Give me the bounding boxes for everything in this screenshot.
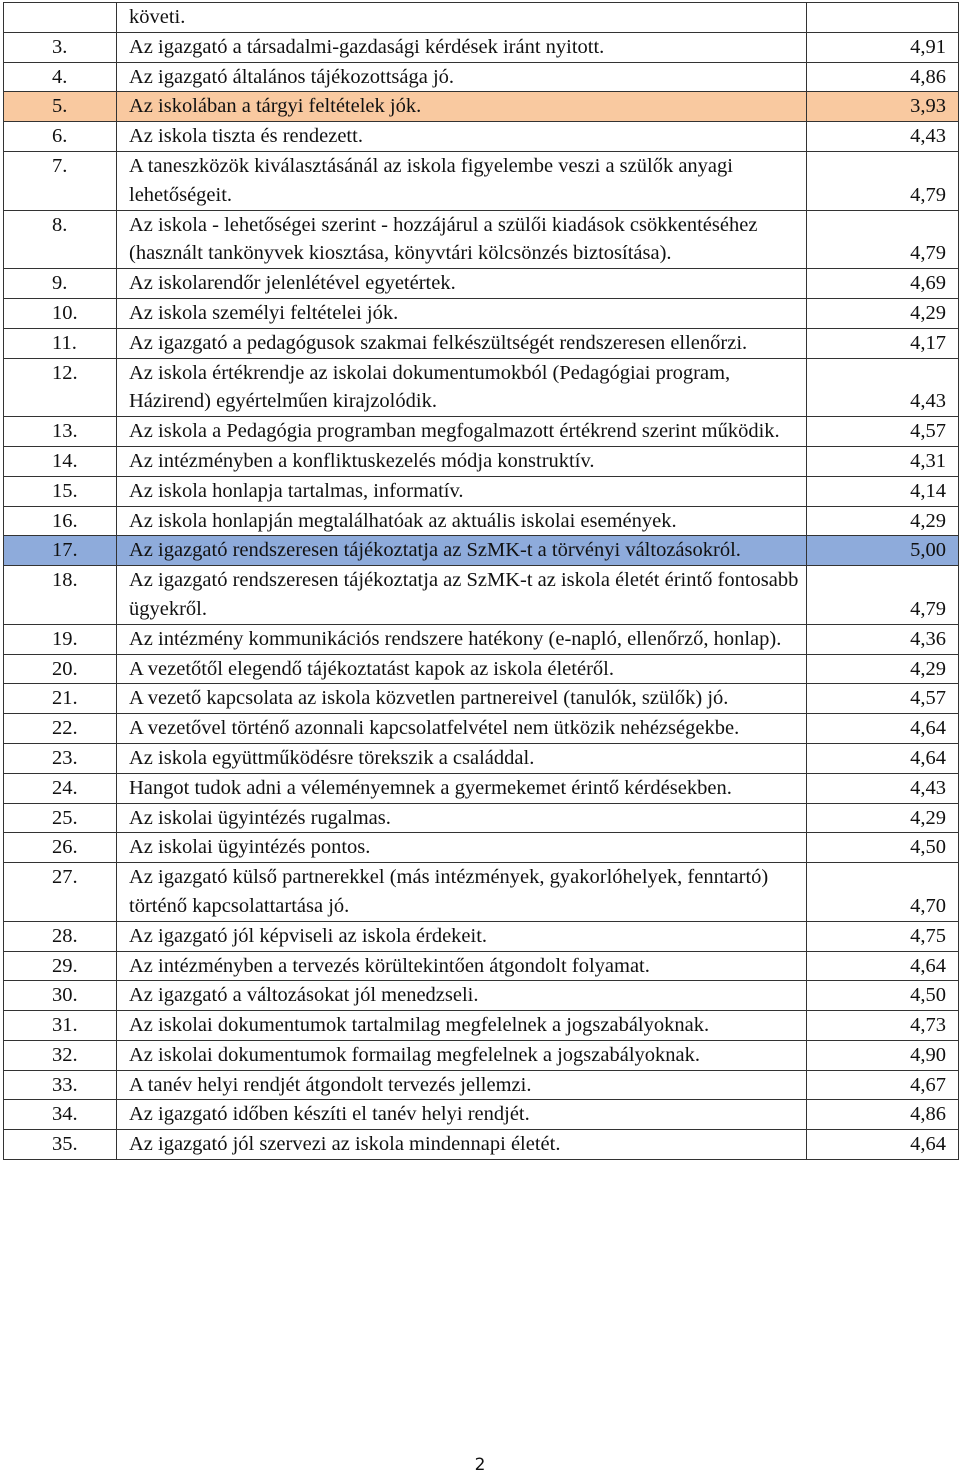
row-number: 19. <box>4 624 117 654</box>
table-row <box>4 566 959 625</box>
average-score: 5,00 <box>807 536 959 566</box>
average-score: 4,64 <box>807 951 959 981</box>
table-row <box>4 743 959 773</box>
table-row <box>4 3 959 33</box>
row-number: 17. <box>4 536 117 566</box>
statement-text: Az iskola honlapján megtalálhatóak az aktuális iskolai események. <box>117 506 807 536</box>
statement-text: Az iskolában a tárgyi feltételek jók. <box>117 92 807 122</box>
table-row <box>4 1040 959 1070</box>
table-row <box>4 833 959 863</box>
average-score: 4,14 <box>807 476 959 506</box>
statement-text: A vezető kapcsolata az iskola közvetlen partnereivel (tanulók, szülők) jó. <box>117 684 807 714</box>
average-score: 4,57 <box>807 417 959 447</box>
average-score: 4,79 <box>807 151 959 210</box>
table-row <box>4 951 959 981</box>
average-score: 4,69 <box>807 269 959 299</box>
average-score: 4,29 <box>807 506 959 536</box>
average-score: 4,57 <box>807 684 959 714</box>
average-score: 4,50 <box>807 833 959 863</box>
average-score: 4,17 <box>807 328 959 358</box>
statement-text: követi. <box>117 3 807 33</box>
row-number: 8. <box>4 210 117 269</box>
table-row <box>4 476 959 506</box>
statement-text: Az iskola - lehetőségei szerint - hozzájárul a szülői kiadások csökkentéséhez (használt tankönyvek kiosztása, könyvtári kölcsönzés biztosítása). <box>117 210 807 269</box>
statement-text: Az iskolarendőr jelenlétével egyetértek. <box>117 269 807 299</box>
table-body <box>4 3 959 1160</box>
table-row <box>4 1100 959 1130</box>
row-number: 21. <box>4 684 117 714</box>
row-number: 27. <box>4 863 117 922</box>
row-number: 18. <box>4 566 117 625</box>
average-score: 4,50 <box>807 981 959 1011</box>
table-row <box>4 210 959 269</box>
statement-text: Az intézményben a tervezés körültekintően átgondolt folyamat. <box>117 951 807 981</box>
average-score: 4,64 <box>807 743 959 773</box>
statement-text: Az igazgató külső partnerekkel (más intézmények, gyakorlóhelyek, fenntartó) történő kapcsolattartása jó. <box>117 863 807 922</box>
row-number: 10. <box>4 298 117 328</box>
statement-text: Az igazgató jól képviseli az iskola érdekeit. <box>117 921 807 951</box>
average-score: 4,29 <box>807 803 959 833</box>
statement-text: A taneszközök kiválasztásánál az iskola figyelembe veszi a szülők anyagi lehetőségeit. <box>117 151 807 210</box>
row-number: 22. <box>4 714 117 744</box>
table-row <box>4 714 959 744</box>
statement-text: Az igazgató időben készíti el tanév helyi rendjét. <box>117 1100 807 1130</box>
row-number: 25. <box>4 803 117 833</box>
statement-text: Az iskolai ügyintézés pontos. <box>117 833 807 863</box>
table-row <box>4 654 959 684</box>
statement-text: Az igazgató a változásokat jól menedzseli. <box>117 981 807 1011</box>
table-row <box>4 921 959 951</box>
row-number: 5. <box>4 92 117 122</box>
table-row <box>4 92 959 122</box>
average-score: 4,70 <box>807 863 959 922</box>
row-number: 31. <box>4 1011 117 1041</box>
table-row <box>4 446 959 476</box>
row-number: 4. <box>4 62 117 92</box>
survey-results-table <box>3 2 959 1160</box>
statement-text: Az iskola értékrendje az iskolai dokumentumokból (Pedagógiai program, Házirend) egyértelműen kirajzolódik. <box>117 358 807 417</box>
table-row <box>4 151 959 210</box>
statement-text: Az igazgató általános tájékozottsága jó. <box>117 62 807 92</box>
row-number: 6. <box>4 122 117 152</box>
average-score: 4,31 <box>807 446 959 476</box>
statement-text: Az igazgató a pedagógusok szakmai felkészültségét rendszeresen ellenőrzi. <box>117 328 807 358</box>
table-row <box>4 624 959 654</box>
statement-text: Az iskola a Pedagógia programban megfogalmazott értékrend szerint működik. <box>117 417 807 447</box>
row-number: 29. <box>4 951 117 981</box>
table-row <box>4 1130 959 1160</box>
table-row <box>4 32 959 62</box>
statement-text: A vezetővel történő azonnali kapcsolatfelvétel nem ütközik nehézségekbe. <box>117 714 807 744</box>
statement-text: Az igazgató rendszeresen tájékoztatja az SzMK-t a törvényi változásokról. <box>117 536 807 566</box>
average-score: 3,93 <box>807 92 959 122</box>
row-number: 34. <box>4 1100 117 1130</box>
average-score: 4,67 <box>807 1070 959 1100</box>
row-number: 23. <box>4 743 117 773</box>
statement-text: Az iskolai ügyintézés rugalmas. <box>117 803 807 833</box>
average-score: 4,79 <box>807 210 959 269</box>
row-number: 7. <box>4 151 117 210</box>
table-row <box>4 506 959 536</box>
table-row <box>4 1011 959 1041</box>
average-score: 4,79 <box>807 566 959 625</box>
average-score: 4,36 <box>807 624 959 654</box>
table-row <box>4 122 959 152</box>
statement-text: A vezetőtől elegendő tájékoztatást kapok az iskola életéről. <box>117 654 807 684</box>
statement-text: Az iskola személyi feltételei jók. <box>117 298 807 328</box>
average-score: 4,86 <box>807 62 959 92</box>
row-number: 16. <box>4 506 117 536</box>
table-row <box>4 298 959 328</box>
statement-text: Hangot tudok adni a véleményemnek a gyermekemet érintő kérdésekben. <box>117 773 807 803</box>
row-number: 15. <box>4 476 117 506</box>
table-row <box>4 981 959 1011</box>
statement-text: Az iskolai dokumentumok formailag megfelelnek a jogszabályoknak. <box>117 1040 807 1070</box>
row-number: 12. <box>4 358 117 417</box>
table-row <box>4 684 959 714</box>
average-score: 4,86 <box>807 1100 959 1130</box>
table-row <box>4 269 959 299</box>
table-row <box>4 536 959 566</box>
statement-text: Az igazgató a társadalmi-gazdasági kérdések iránt nyitott. <box>117 32 807 62</box>
statement-text: Az iskola tiszta és rendezett. <box>117 122 807 152</box>
row-number: 11. <box>4 328 117 358</box>
row-number: 30. <box>4 981 117 1011</box>
row-number: 32. <box>4 1040 117 1070</box>
row-number: 26. <box>4 833 117 863</box>
statement-text: A tanév helyi rendjét átgondolt tervezés jellemzi. <box>117 1070 807 1100</box>
row-number: 35. <box>4 1130 117 1160</box>
average-score: 4,91 <box>807 32 959 62</box>
average-score: 4,64 <box>807 714 959 744</box>
table-row <box>4 863 959 922</box>
statement-text: Az igazgató jól szervezi az iskola mindennapi életét. <box>117 1130 807 1160</box>
table-row <box>4 417 959 447</box>
row-number: 13. <box>4 417 117 447</box>
average-score: 4,29 <box>807 298 959 328</box>
table-row <box>4 62 959 92</box>
average-score: 4,43 <box>807 122 959 152</box>
average-score: 4,43 <box>807 773 959 803</box>
row-number: 3. <box>4 32 117 62</box>
statement-text: Az intézményben a konfliktuskezelés módja konstruktív. <box>117 446 807 476</box>
statement-text: Az intézmény kommunikációs rendszere hatékony (e-napló, ellenőrző, honlap). <box>117 624 807 654</box>
statement-text: Az igazgató rendszeresen tájékoztatja az SzMK-t az iskola életét érintő fontosabb ügyekről. <box>117 566 807 625</box>
statement-text: Az iskolai dokumentumok tartalmilag megfelelnek a jogszabályoknak. <box>117 1011 807 1041</box>
table-row <box>4 1070 959 1100</box>
row-number: 14. <box>4 446 117 476</box>
row-number: 24. <box>4 773 117 803</box>
table-row <box>4 328 959 358</box>
average-score: 4,64 <box>807 1130 959 1160</box>
statement-text: Az iskola honlapja tartalmas, informatív. <box>117 476 807 506</box>
row-number: 28. <box>4 921 117 951</box>
statement-text: Az iskola együttműködésre törekszik a családdal. <box>117 743 807 773</box>
average-score: 4,29 <box>807 654 959 684</box>
row-number: 9. <box>4 269 117 299</box>
average-score: 4,75 <box>807 921 959 951</box>
average-score: 4,73 <box>807 1011 959 1041</box>
average-score: 4,90 <box>807 1040 959 1070</box>
average-score: 4,43 <box>807 358 959 417</box>
row-number <box>4 3 117 33</box>
table-row <box>4 773 959 803</box>
page-number: 2 <box>474 1455 486 1475</box>
row-number: 20. <box>4 654 117 684</box>
table-row <box>4 358 959 417</box>
table-row <box>4 803 959 833</box>
average-score <box>807 3 959 33</box>
row-number: 33. <box>4 1070 117 1100</box>
